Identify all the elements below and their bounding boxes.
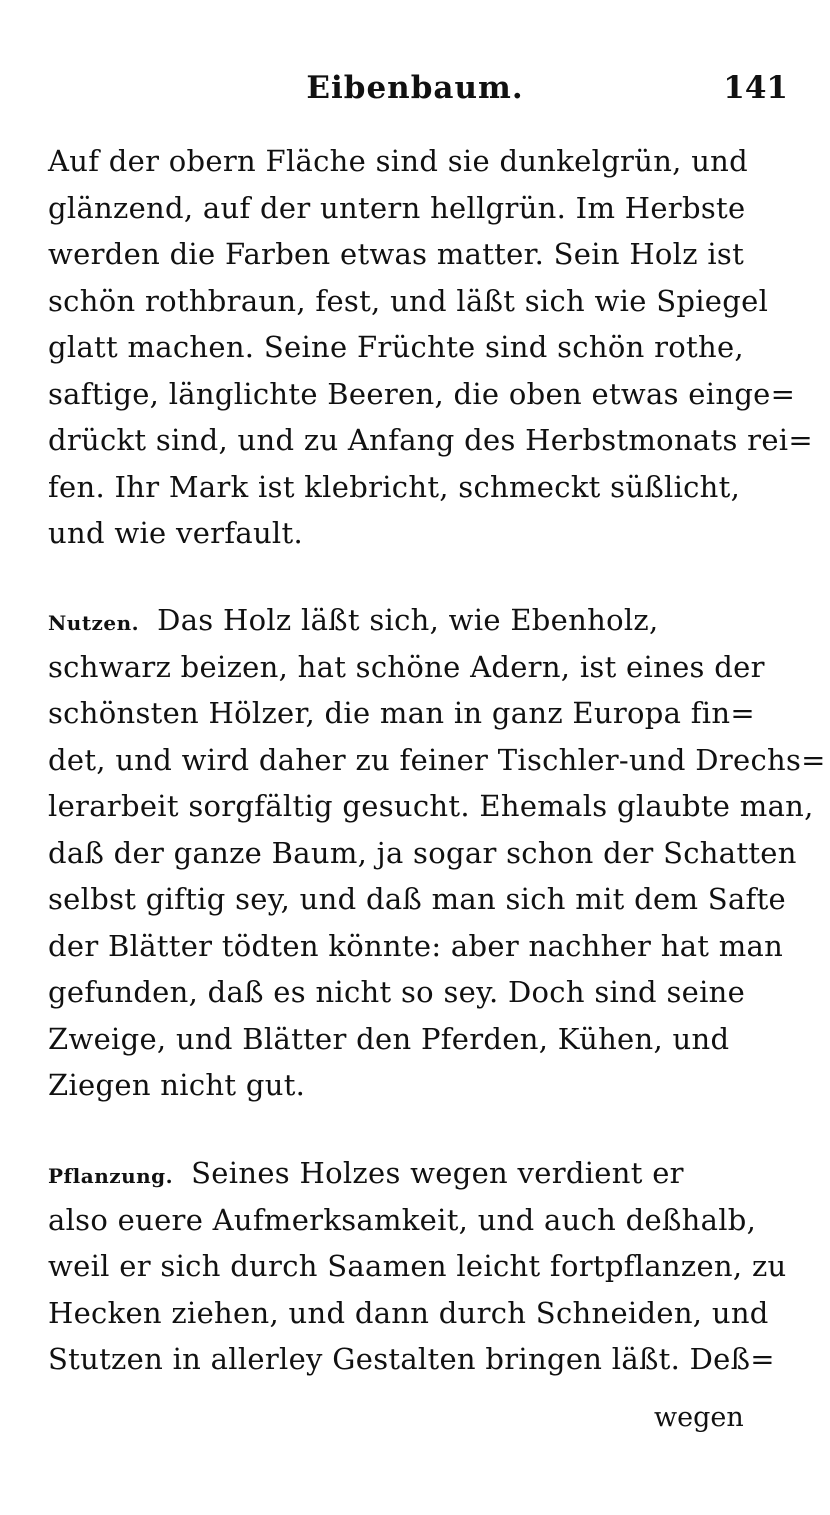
text-line-content: Das Holz läßt sich, wie Ebenholz, bbox=[157, 603, 659, 637]
side-label-nutzen: Nutzen. bbox=[48, 611, 140, 635]
text-line: Stutzen in allerley Gestalten bringen läßt. Deß= bbox=[48, 1342, 775, 1376]
text-line: glänzend, auf der untern hellgrün. Im Herbste bbox=[48, 190, 746, 225]
text-line: schönsten Hölzer, die man in ganz Europa fin= bbox=[48, 696, 755, 730]
text-line: lerarbeit sorgfältig gesucht. Ehemals glaubte man, bbox=[48, 789, 814, 823]
text-line: glatt machen. Seine Früchte sind schön rothe, bbox=[48, 330, 744, 364]
text-line: fen. Ihr Mark ist klebricht, schmeckt süßlicht, bbox=[48, 469, 741, 504]
text-line: weil er sich durch Saamen leicht fortpflanzen, zu bbox=[48, 1249, 787, 1283]
page-number: 141 bbox=[723, 70, 788, 106]
text-line: selbst giftig sey, und daß man sich mit dem Safte bbox=[48, 882, 786, 916]
running-head: Eibenbaum. bbox=[306, 70, 524, 106]
text-line: und wie verfault. bbox=[48, 516, 303, 550]
text-line bbox=[48, 1150, 788, 1197]
text-line: Auf der obern Fläche sind sie dunkelgrün, und bbox=[48, 144, 749, 178]
text-line: Zweige, und Blätter den Pferden, Kühen, und bbox=[48, 1021, 730, 1056]
text-line: der Blätter tödten könnte: aber nachher hat man bbox=[48, 928, 784, 963]
text-line: daß der ganze Baum, ja sogar schon der Schatten bbox=[48, 835, 797, 870]
text-line: also euere Aufmerksamkeit, und auch deßhalb, bbox=[48, 1202, 757, 1237]
paragraph-nutzen bbox=[48, 597, 826, 1109]
paragraph-description bbox=[48, 138, 813, 557]
text-line: schwarz beizen, hat schöne Adern, ist eines der bbox=[48, 649, 765, 684]
text-line bbox=[48, 597, 788, 644]
text-line-content: Seines Holzes wegen verdient er bbox=[191, 1156, 684, 1190]
text-line: werden die Farben etwas matter. Sein Holz ist bbox=[48, 237, 745, 271]
paragraph-pflanzung bbox=[48, 1150, 788, 1383]
side-label-pflanzung: Pflanzung. bbox=[48, 1164, 174, 1188]
text-line: schön rothbraun, fest, und läßt sich wie Spiegel bbox=[48, 283, 769, 318]
catchword: wegen bbox=[654, 1402, 744, 1433]
page-header bbox=[0, 70, 830, 110]
text-line: det, und wird daher zu feiner Tischler-und Drechs= bbox=[48, 742, 826, 777]
text-line: drückt sind, und zu Anfang des Herbstmonats rei= bbox=[48, 423, 813, 457]
text-line: gefunden, daß es nicht so sey. Doch sind seine bbox=[48, 975, 746, 1009]
text-line: Hecken ziehen, und dann durch Schneiden, und bbox=[48, 1295, 769, 1330]
text-line: saftige, länglichte Beeren, die oben etwas einge= bbox=[48, 376, 796, 411]
text-line: Ziegen nicht gut. bbox=[48, 1068, 306, 1102]
